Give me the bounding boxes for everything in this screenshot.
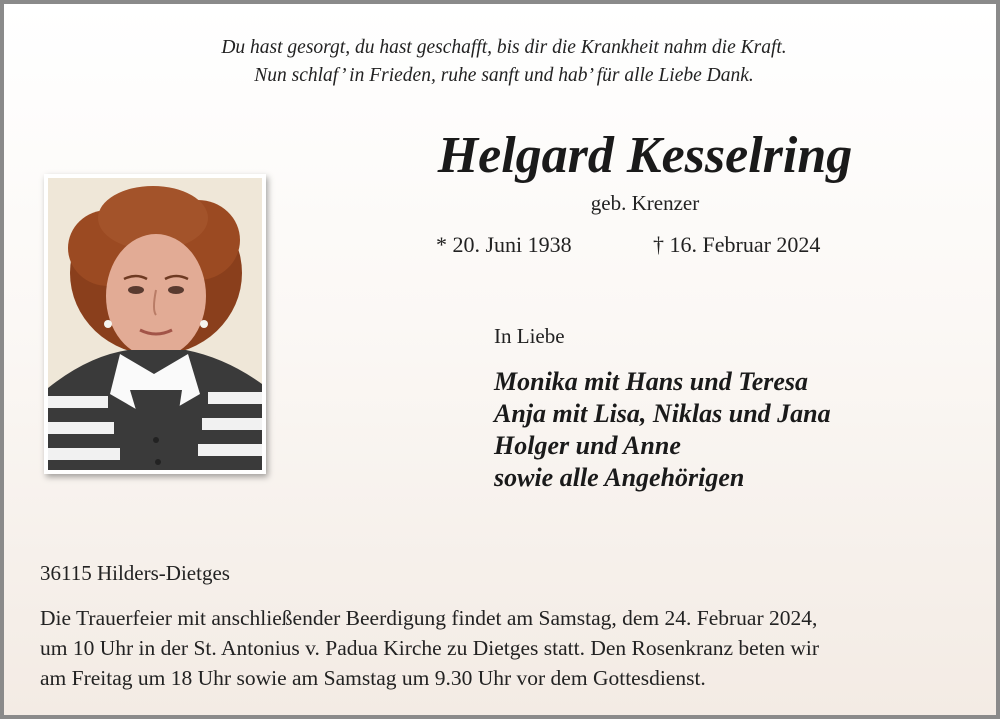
mourner-line: Anja mit Lisa, Niklas und Jana	[494, 399, 831, 428]
funeral-notice	[40, 603, 819, 693]
notice-line-1: Die Trauerfeier mit anschließender Beerdigung findet am Samstag, dem 24. Februar 2024,	[40, 606, 818, 630]
verse-line-2: Nun schlaf’ in Frieden, ruhe sanft und hab’ für alle Liebe Dank.	[254, 65, 754, 86]
memorial-verse	[4, 34, 1000, 90]
mourners-list	[494, 366, 831, 494]
deceased-name: Helgard Kesselring	[437, 127, 853, 184]
mourner-line: Holger und Anne	[494, 431, 681, 460]
maiden-name: geb. Krenzer	[590, 191, 700, 215]
notice-line-3: am Freitag um 18 Uhr sowie am Samstag um 9.30 Uhr vor dem Gottesdienst.	[40, 666, 706, 690]
portrait-photo-icon	[48, 178, 262, 470]
in-love-intro: In Liebe	[494, 324, 565, 348]
verse-line-1: Du hast gesorgt, du hast geschafft, bis dir die Krankheit nahm die Kraft.	[221, 37, 787, 58]
birth-date: * 20. Juni 1938	[436, 232, 572, 257]
place-address: 36115 Hilders-Dietges	[40, 561, 230, 585]
death-date: † 16. Februar 2024	[653, 232, 821, 257]
notice-line-2: um 10 Uhr in der St. Antonius v. Padua Kirche zu Dietges statt. Den Rosenkranz beten wir	[40, 636, 820, 660]
mourner-line: Monika mit Hans und Teresa	[494, 367, 809, 396]
mourner-line: sowie alle Angehörigen	[494, 463, 745, 492]
portrait-photo	[44, 174, 266, 474]
